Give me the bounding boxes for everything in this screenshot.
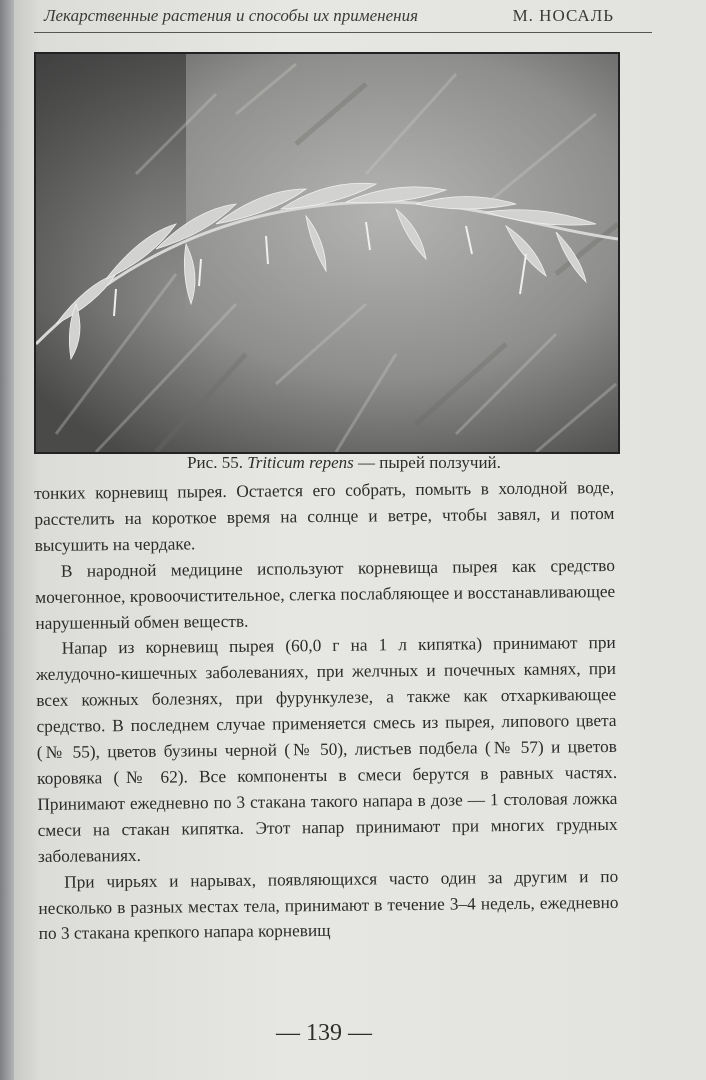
body-text [34, 475, 619, 947]
running-head [36, 2, 648, 30]
header-rule [34, 32, 652, 33]
paragraph-1: тонких корневищ пырея. Остается его собрать, помыть в холодной воде, расстелить на короткое время на солнце и ветре, чтобы завял, и потом высушить на чердаке. [34, 477, 615, 555]
caption-common-name: — пырей ползучий. [358, 453, 501, 472]
running-head-author: М. НОСАЛЬ [512, 6, 614, 25]
book-page [14, 0, 706, 1080]
page-number: — 139 — [276, 1020, 372, 1046]
paragraph-4: При чирьях и нарывах, появляющихся часто один за другим и по несколько в разных местах тела, принимают в течение 3–4 недель, ежедневно по 3 стакана крепкого напара корневищ [38, 866, 619, 944]
caption-prefix: Рис. 55. [187, 453, 243, 472]
figure-photo-couch-grass [34, 52, 620, 454]
paragraph-2: В народной медицине используют корневища пырея как средство мочегонное, кровоочистительное, слегка послабляющее и восстанавливающее нарушенный обмен веществ. [35, 555, 616, 633]
paragraph-3: Напар из корневищ пырея (60,0 г на 1 л кипятка) принимают при желудочно-кишечных заболеваниях, при желчных и почечных камнях, при всех кожных болезнях, при фурункулезе, а также как отхаркивающее средство. В последнем случае применяется смесь из пырея, липового цвета (№ 55), цветов бузины черной (№ 50), листьев подбела (№ 57) и цветов коровяка (№ 62). Все компоненты в смеси берутся в равных частях. Принимают ежедневно по 3 стакана такого напара в дозе — 1 столовая ложка смеси на стакан кипятка. Этот напар принимают при многих грудных заболеваниях. [35, 633, 618, 866]
running-head-title: Лекарственные растения и способы их применения [44, 6, 418, 25]
caption-latin-name: Triticum repens [247, 453, 354, 472]
couch-grass-photo [36, 54, 618, 452]
figure-caption [14, 453, 674, 473]
page-binding-edge [0, 0, 14, 1080]
